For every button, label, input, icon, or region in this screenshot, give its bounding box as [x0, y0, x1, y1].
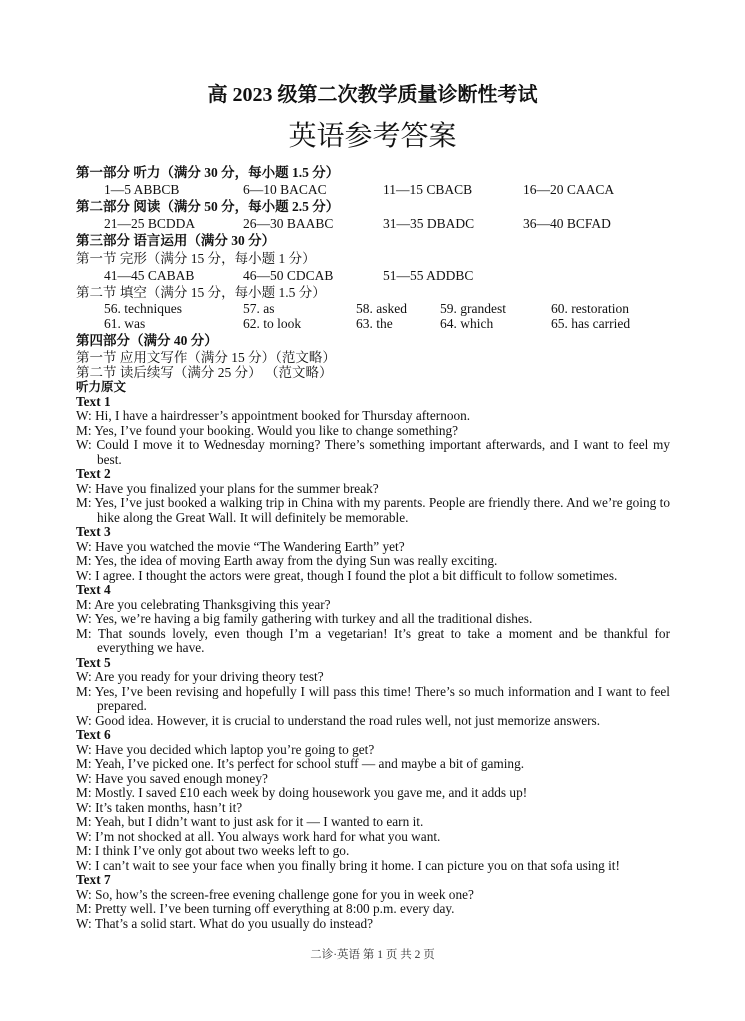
exam-title: 高 2023 级第二次教学质量诊断性考试: [207, 84, 538, 106]
dialogue-line: M: Yes, I’ve just booked a walking trip in China with my parents. People are friendly there. And we’re going to hike along the Great Wall. It will definitely be memorable.: [76, 495, 670, 525]
answer-group: 1—5 ABBCB: [104, 182, 180, 197]
dialogue-line: M: Yes, I’ve found your booking. Would you like to change something?: [76, 422, 459, 438]
fill-answer: 59. grandest: [440, 301, 506, 316]
dialogue-line: M: Yes, the idea of moving Earth away from the dying Sun was really exciting.: [76, 553, 498, 568]
part3-heading: 第三部分 语言运用（满分 30 分）: [76, 233, 276, 248]
dialogue-line: W: I agree. I thought the actors were great, though I found the plot a bit difficult to follow sometimes.: [76, 567, 618, 583]
text-block: [76, 395, 670, 468]
listening-transcript: [76, 380, 670, 931]
dialogue-line: W: I can’t wait to see your face when you finally bring it home. I can picture you on that sofa using it!: [76, 857, 620, 873]
dialogue-line: W: It’s taken months, hasn’t it?: [76, 799, 243, 815]
fill-answer: 57. as: [243, 301, 275, 316]
dialogue-line: M: That sounds lovely, even though I’m a vegetarian! It’s great to take a moment and be thankful for everything we have.: [76, 625, 670, 655]
text-label: Text 3: [76, 524, 111, 539]
dialogue-line: W: Could I move it to Wednesday morning? There’s something important afterwards, and I want to feel my best.: [76, 437, 670, 467]
dialogue-line: W: Have you watched the movie “The Wandering Earth” yet?: [76, 538, 405, 554]
answer-key-title: 英语参考答案: [288, 121, 457, 152]
text-label: Text 6: [76, 727, 111, 742]
answer-group: 46—50 CDCAB: [243, 268, 334, 283]
part3-section2-answers-row2: [0, 315, 745, 332]
part1-heading: 第一部分 听力（满分 30 分，每小题 1.5 分）: [76, 165, 340, 180]
dialogue-line: W: That’s a solid start. What do you usually do instead?: [76, 915, 374, 931]
answer-group: 36—40 BCFAD: [523, 216, 611, 231]
part4-section1: 第一节 应用文写作（满分 15 分）（范文略）: [76, 350, 336, 365]
part2-heading: 第二部分 阅读（满分 50 分，每小题 2.5 分）: [76, 199, 340, 214]
answer-group: 16—20 CAACA: [523, 182, 615, 197]
part4-heading: 第四部分（满分 40 分）: [76, 333, 218, 348]
text-label: Text 1: [76, 393, 111, 409]
fill-answer: 65. has carried: [551, 316, 631, 331]
answer-group: 21—25 BCDDA: [104, 216, 196, 231]
dialogue-line: M: Pretty well. I’ve been turning off everything at 8:00 p.m. every day.: [76, 901, 455, 916]
dialogue-line: W: So, how’s the screen-free evening challenge gone for you in week one?: [76, 886, 474, 902]
dialogue-line: W: Hi, I have a hairdresser’s appointment booked for Thursday afternoon.: [76, 408, 471, 423]
part1-answers-row: [0, 181, 745, 198]
text-block: [76, 525, 670, 583]
answer-group: 51—55 ADDBC: [383, 268, 474, 283]
fill-answer: 62. to look: [243, 316, 302, 331]
dialogue-line: W: Have you saved enough money?: [76, 770, 268, 786]
listening-title: 听力原文: [76, 380, 127, 394]
text-block: [76, 728, 670, 873]
dialogue-line: W: Yes, we’re having a big family gathering with turkey and all the traditional dishes.: [76, 611, 533, 626]
answer-group: 31—35 DBADC: [383, 216, 475, 231]
text-block: [76, 873, 670, 931]
part4-section2: 第二节 读后续写（满分 25 分） （范文略）: [76, 365, 333, 380]
text-block: [76, 656, 670, 729]
fill-answer: 64. which: [440, 316, 494, 331]
dialogue-line: W: Have you finalized your plans for the summer break?: [76, 480, 379, 496]
answer-group: 41—45 CABAB: [104, 268, 195, 283]
dialogue-line: M: Are you celebrating Thanksgiving this year?: [76, 596, 331, 612]
answer-group: 6—10 BACAC: [243, 182, 327, 197]
fill-answer: 58. asked: [356, 301, 407, 316]
part3-section1-answers-row: [0, 267, 745, 284]
fill-answer: 63. the: [356, 316, 393, 331]
dialogue-line: W: I’m not shocked at all. You always work hard for what you want.: [76, 828, 441, 844]
page-footer: 二诊·英语 第 1 页 共 2 页: [310, 949, 435, 961]
dialogue-line: M: Yeah, but I didn’t want to just ask for it — I wanted to earn it.: [76, 814, 424, 829]
text-block: [76, 467, 670, 525]
text-block: [76, 583, 670, 656]
dialogue-line: M: Yeah, I’ve picked one. It’s perfect for school stuff — and maybe a bit of gaming.: [76, 756, 525, 771]
dialogue-line: W: Good idea. However, it is crucial to understand the road rules well, not just memorize answers.: [76, 712, 601, 728]
dialogue-line: M: I think I’ve only got about two weeks left to go.: [76, 843, 350, 858]
answer-group: 26—30 BAABC: [243, 216, 334, 231]
dialogue-line: W: Are you ready for your driving theory test?: [76, 669, 324, 684]
fill-answer: 60. restoration: [551, 301, 629, 316]
dialogue-line: W: Have you decided which laptop you’re going to get?: [76, 741, 375, 757]
dialogue-line: M: Yes, I’ve been revising and hopefully I will pass this time! There’s so much information and I want to feel prepared.: [76, 683, 670, 713]
text-label: Text 5: [76, 654, 111, 670]
text-label: Text 7: [76, 872, 111, 887]
fill-answer: 61. was: [104, 316, 146, 331]
text-label: Text 2: [76, 466, 111, 481]
text-label: Text 4: [76, 582, 111, 597]
fill-answer: 56. techniques: [104, 301, 182, 316]
part3-section2-heading: 第二节 填空（满分 15 分，每小题 1.5 分）: [76, 285, 326, 300]
dialogue-line: M: Mostly. I saved £10 each week by doing housework you gave me, and it adds up!: [76, 785, 528, 800]
answer-group: 11—15 CBACB: [383, 182, 473, 197]
part2-answers-row: [0, 215, 745, 232]
part3-section1-heading: 第一节 完形（满分 15 分，每小题 1 分）: [76, 251, 316, 266]
